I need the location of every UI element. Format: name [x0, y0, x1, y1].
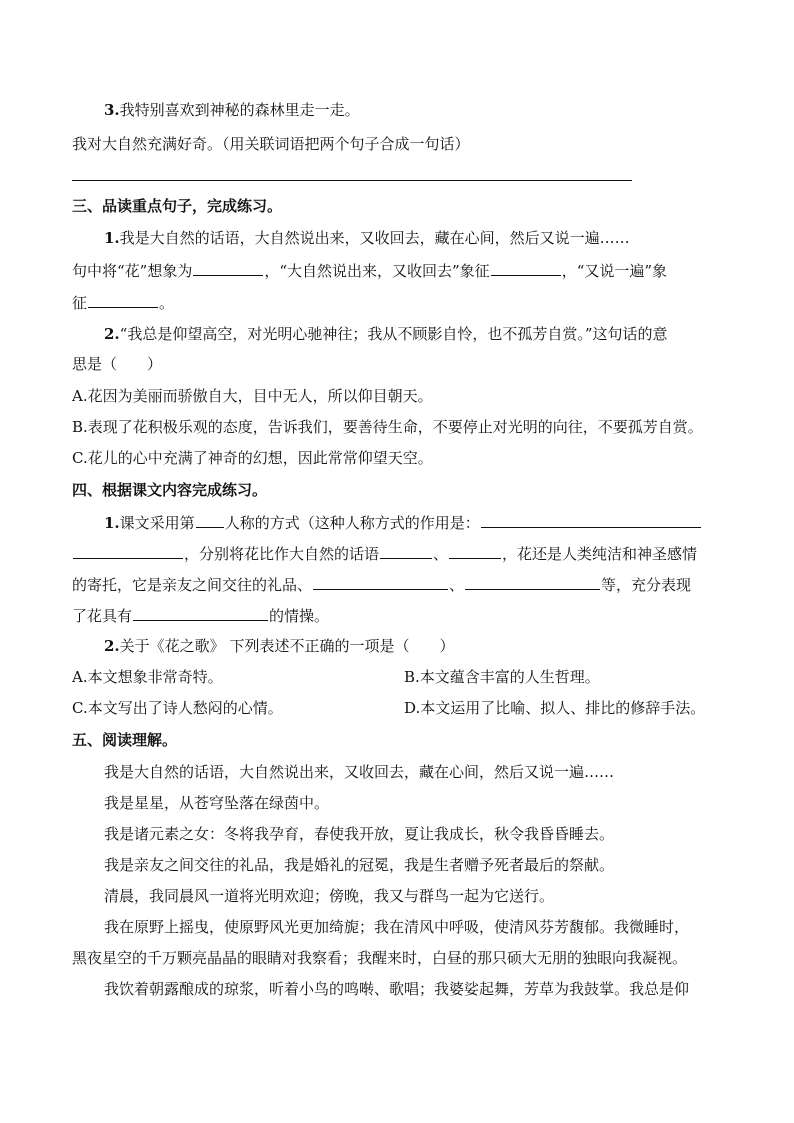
s4-q1-blank-sentiment[interactable] — [133, 605, 268, 621]
s4-q1-blank-gift2[interactable] — [465, 574, 600, 590]
q3-sentence1: 3.我特别喜欢到神秘的森林里走一走。 — [104, 101, 360, 119]
reading-paragraph-4: 我是亲友之间交往的礼品，我是婚礼的冠冕，我是生者赠予死者最后的祭献。 — [104, 856, 615, 874]
reading-paragraph-5: 清晨，我同晨风一道将光明欢迎；傍晚，我又与群鸟一起为它送行。 — [104, 887, 555, 905]
s3-q1-blank3[interactable] — [88, 292, 158, 308]
s4-q1-line4: 了花具有 的情操。 — [72, 607, 330, 625]
s4-q1-line2: ，分别将花比作大自然的话语 、 ，花还是人类纯洁和神圣感情 — [72, 543, 722, 564]
s4-q2-option-b: B.本文蕴含丰富的人生哲理。 — [404, 668, 600, 686]
s4-q1-line3: 的寄托，它是亲友之间交往的礼品、 、 等，充分表现 — [72, 576, 692, 594]
s4-q1-blank-words1[interactable] — [380, 543, 432, 559]
s3-q1-line3: 征 。 — [72, 294, 175, 312]
reading-paragraph-7-line1: 我饮着朝露酿成的琼浆，听着小鸟的鸣啭、歌唱；我婆娑起舞，芳草为我鼓掌。我总是仰 — [104, 980, 690, 998]
reading-paragraph-3: 我是诸元素之女：冬将我孕育，春使我开放，夏让我成长，秋令我昏昏睡去。 — [104, 825, 615, 843]
s4-q2-stem: 2.关于《花之歌》 下列表述不正确的一项是（ ） — [104, 637, 455, 655]
s4-q1-blank-words2[interactable] — [449, 543, 501, 559]
s3-q1-quote: 1.我是大自然的话语，大自然说出来，又收回去，藏在心间，然后又说一遍…… — [104, 229, 630, 247]
s3-q1-blank2[interactable] — [491, 260, 561, 276]
q3-sentence2: 我对大自然充满好奇。（用关联词语把两个句子合成一句话） — [72, 135, 470, 153]
section3-title: 三、品读重点句子，完成练习。 — [72, 197, 283, 215]
q3-number: 3. — [104, 101, 120, 119]
s4-q1-blank-effect-cont[interactable] — [73, 543, 183, 559]
s4-q1-blank-person[interactable] — [196, 512, 224, 528]
s4-q2-option-a: A.本文想象非常奇特。 — [72, 668, 223, 686]
s4-q1-line1: 1.课文采用第 人称的方式（这种人称方式的作用是： — [104, 512, 722, 533]
s4-q2-option-d: D.本文运用了比喻、拟人、排比的修辞手法。 — [404, 699, 706, 717]
s3-q2-line1: 2.“我总是仰望高空，对光明心驰神往；我从不顾影自怜，也不孤芳自赏。”这句话的意 — [104, 325, 668, 343]
s3-q2-option-c: C.花儿的心中充满了神奇的幻想，因此常常仰望天空。 — [72, 449, 433, 467]
section4-title: 四、根据课文内容完成练习。 — [72, 481, 268, 499]
reading-paragraph-6-line2: 黑夜星空的千万颗亮晶晶的眼睛对我察看；我醒来时，白昼的那只硕大无朋的独眼向我凝视。 — [72, 949, 688, 967]
s3-q2-option-a: A.花因为美丽而骄傲自大，目中无人，所以仰目朝天。 — [72, 387, 433, 405]
s4-q2-option-c: C.本文写出了诗人愁闷的心情。 — [72, 699, 283, 717]
reading-paragraph-2: 我是星星，从苍穹坠落在绿茵中。 — [104, 794, 330, 812]
s3-q1-line2: 句中将“花”想象为 ，“大自然说出来，又收回去”象征 ，“又说一遍”象 — [72, 262, 668, 280]
section5-title: 五、阅读理解。 — [72, 731, 178, 749]
q3-answer-line[interactable] — [72, 180, 632, 181]
reading-paragraph-1: 我是大自然的话语，大自然说出来，又收回去，藏在心间，然后又说一遍…… — [104, 763, 615, 781]
reading-paragraph-6-line1: 我在原野上摇曳，使原野风光更加绮旎；我在清风中呼吸，使清风芬芳馥郁。我微睡时， — [104, 918, 690, 936]
s3-q2-option-b: B.表现了花积极乐观的态度，告诉我们，要善待生命，不要停止对光明的向往，不要孤芳自赏。 — [72, 418, 703, 436]
s3-q1-blank1[interactable] — [193, 260, 263, 276]
s4-q1-blank-gift1[interactable] — [313, 574, 448, 590]
s3-q2-line2: 思是（ ） — [72, 355, 163, 373]
s4-q1-blank-effect[interactable] — [481, 512, 701, 528]
